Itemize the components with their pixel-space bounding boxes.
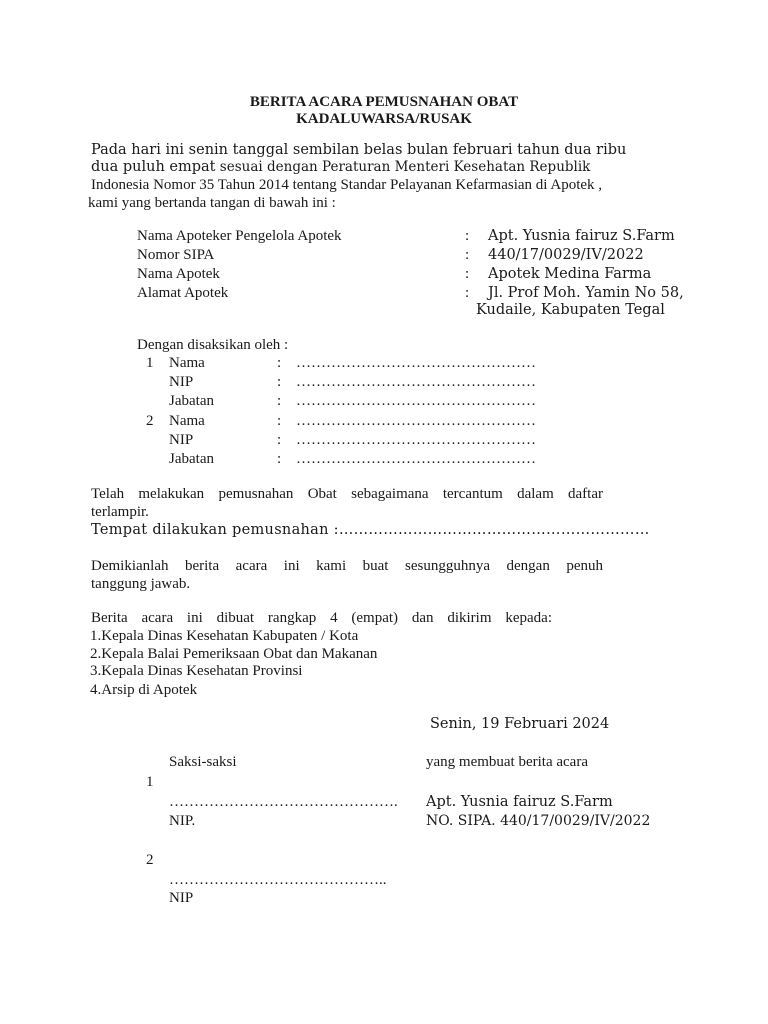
demikian-line1: Demikianlah berita acara ini kami buat sesungguhnya dengan penuh (91, 558, 603, 574)
info-label: Nomor SIPA (137, 247, 215, 263)
witness-field: Jabatan (169, 393, 214, 409)
saksi1-signature-line: ………………………………………. (169, 794, 398, 810)
saksi2-number: 2 (146, 852, 154, 868)
info-value: Apt. Yusnia fairuz S.Farm (488, 228, 675, 244)
witness-number: 2 (146, 413, 154, 429)
witness-field: NIP (169, 432, 194, 448)
info-label: Nama Apotek (137, 266, 220, 282)
intro-line1: Pada hari ini senin tanggal sembilan belas bulan februari tahun dua ribu (91, 142, 627, 158)
witness-colon: : (277, 393, 282, 409)
info-label: Nama Apoteker Pengelola Apotek (137, 228, 342, 244)
maker-sipa: NO. SIPA. 440/17/0029/IV/2022 (426, 813, 651, 829)
info-value: Jl. Prof Moh. Yamin No 58, (488, 285, 684, 301)
maker-label: yang membuat berita acara (426, 754, 588, 770)
intro-line2 (91, 157, 590, 177)
recipient-item: 3.Kepala Dinas Kesehatan Provinsi (90, 663, 303, 679)
witness-colon: : (277, 413, 282, 429)
tempat-line: Tempat dilakukan pemusnahan :……………………………………………………… (91, 522, 650, 538)
witness-colon: : (277, 432, 282, 448)
witness-intro: Dengan disaksikan oleh : (137, 337, 289, 353)
info-label: Alamat Apotek (137, 285, 229, 301)
saksi1-number: 1 (146, 774, 154, 790)
intro-line2b: sesuai dengan Peraturan Menteri Kesehatan Republik (215, 159, 591, 175)
info-colon: : (465, 285, 470, 301)
recipient-item: 2.Kepala Balai Pemeriksaan Obat dan Makanan (90, 646, 378, 662)
info-colon: : (465, 266, 470, 282)
rangkap-line: Berita acara ini dibuat rangkap 4 (empat) dan dikirim kepada: (91, 610, 552, 626)
witness-field: Nama (169, 355, 205, 371)
recipient-item: 1.Kepala Dinas Kesehatan Kabupaten / Kota (90, 628, 359, 644)
witness-colon: : (277, 374, 282, 390)
saksi-label: Saksi-saksi (169, 754, 237, 770)
intro-line4: kami yang bertanda tangan di bawah ini : (88, 195, 336, 211)
witness-colon: : (277, 451, 282, 467)
saksi1-nip: NIP. (169, 813, 196, 829)
info-value: 440/17/0029/IV/2022 (488, 247, 644, 263)
saksi2-nip: NIP (169, 890, 194, 906)
intro-line2a: dua puluh empat (91, 159, 216, 175)
info-value: Apotek Medina Farma (488, 266, 652, 282)
maker-name: Apt. Yusnia fairuz S.Farm (426, 794, 613, 810)
doc-title-line1: BERITA ACARA PEMUSNAHAN OBAT (249, 94, 519, 110)
witness-field: Nama (169, 413, 205, 429)
doc-title-line2: KADALUWARSA/RUSAK (296, 111, 472, 127)
saksi2-signature-line: …………………………………….. (169, 872, 387, 888)
witness-field: NIP (169, 374, 194, 390)
info-colon: : (465, 228, 470, 244)
witness-field: Jabatan (169, 451, 214, 467)
intro-line3: Indonesia Nomor 35 Tahun 2014 tentang Standar Pelayanan Kefarmasian di Apotek , (91, 177, 603, 193)
witness-dots: ………………………………………… (296, 413, 536, 429)
telah-line1: Telah melakukan pemusnahan Obat sebagaimana tercantum dalam daftar (91, 486, 603, 502)
document-date: Senin, 19 Februari 2024 (430, 716, 610, 732)
witness-dots: ………………………………………… (296, 432, 536, 448)
witness-dots: ………………………………………… (296, 355, 536, 371)
witness-dots: ………………………………………… (296, 374, 536, 390)
telah-line2: terlampir. (91, 504, 149, 520)
recipient-item: 4.Arsip di Apotek (90, 682, 198, 698)
witness-dots: ………………………………………… (296, 451, 536, 467)
demikian-line2: tanggung jawab. (91, 576, 191, 592)
witness-number: 1 (146, 355, 154, 371)
witness-colon: : (277, 355, 282, 371)
witness-dots: ………………………………………… (296, 393, 536, 409)
address-line2: Kudaile, Kabupaten Tegal (476, 302, 665, 318)
info-colon: : (465, 247, 470, 263)
